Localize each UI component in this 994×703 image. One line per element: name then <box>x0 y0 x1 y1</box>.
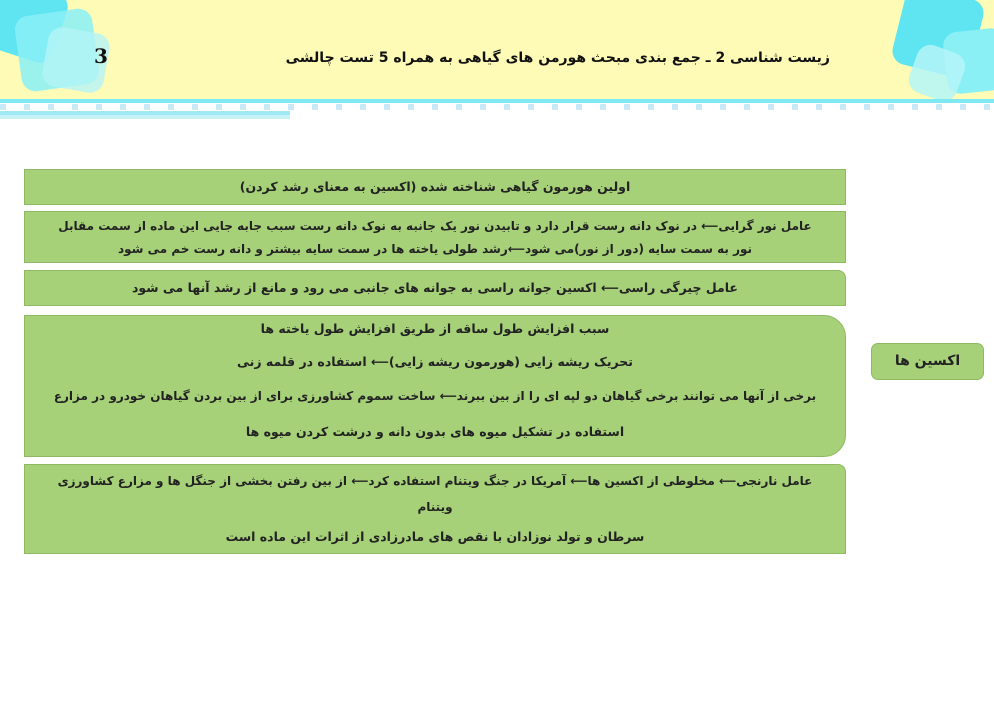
info-text: عامل چیرگی راسی⟵ اکسین جوانه راسی به جوانه های جانبی می رود و مانع از رشد آنها می شود <box>132 280 738 295</box>
info-box-agent-orange <box>24 464 846 554</box>
page-title: زیست شناسی 2 ـ جمع بندی مبحث هورمن های گیاهی به همراه 5 تست چالشی <box>285 50 830 66</box>
info-text: سرطان و تولد نوزادان با نقص های مادرزادی از اثرات این ماده است <box>225 529 645 544</box>
info-text: استفاده در تشکیل میوه های بدون دانه و درشت کردن میوه ها <box>245 424 625 439</box>
header-dots <box>0 104 994 110</box>
info-text: عامل نور گرایی⟵ در نوک دانه رست قرار دارد و تابیدن نور یک جانبه به نوک دانه رست سبب جابه جایی این ماده از سمت مقابل <box>58 219 812 233</box>
info-text: تحریک ریشه زایی (هورمون ریشه زایی)⟵ استفاده در قلمه زنی <box>236 354 633 369</box>
info-text: اولین هورمون گیاهی شناخته شده (اکسین به معنای رشد کردن) <box>239 179 631 194</box>
header-stripe <box>0 99 994 103</box>
info-box-first-hormone <box>24 169 846 205</box>
info-text: سبب افزایش طول ساقه از طریق افزایش طول یاخته ها <box>260 321 610 336</box>
info-text: عامل نارنجی⟵ مخلوطی از اکسین ها⟵ آمریکا در جنگ ویتنام استفاده کرد⟵ از بین رفتن بخشی از جنگل ها و مزارع کشاورزی <box>57 474 813 488</box>
auxins-label-box: اکسین ها <box>871 343 984 380</box>
info-box-auxin-effects <box>24 315 846 457</box>
info-box-phototropism <box>24 211 846 263</box>
info-text: برخی از آنها می توانند برخی گیاهان دو لپه ای را از بین ببرند⟵ ساخت سموم کشاورزی برای از بین بردن گیاهان خودرو در مزارع <box>53 389 817 403</box>
page-number: 3 <box>94 44 108 68</box>
info-text: ویتنام <box>417 500 453 514</box>
header-stripe <box>0 115 290 119</box>
info-box-apical-dominance <box>24 270 846 306</box>
slide-header <box>0 0 994 100</box>
info-text: نور به سمت سایه (دور از نور)می شود⟵رشد طولی یاخته ها در سمت سایه بیشتر و دانه رست خم می شود <box>117 242 753 256</box>
